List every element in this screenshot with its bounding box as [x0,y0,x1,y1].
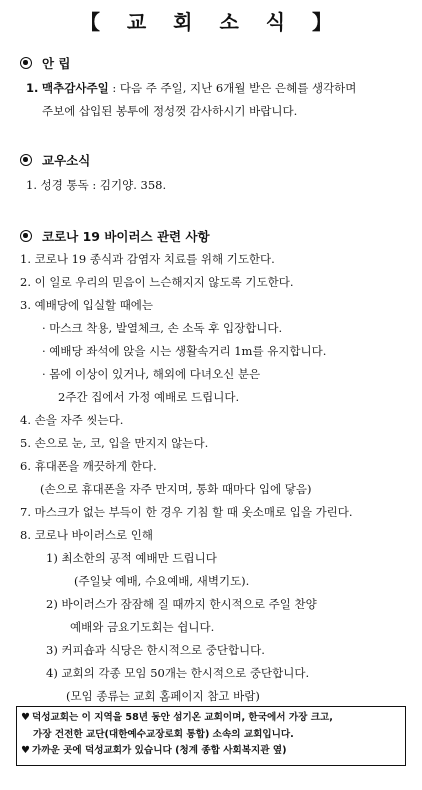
heart-icon: ♥ [21,745,30,756]
corona-line-4: 4. 손을 자주 씻는다. [20,413,124,427]
corona-line-5: 5. 손으로 눈, 코, 입을 만지지 않는다. [20,436,209,450]
members-heading [20,151,90,169]
corona-heading-text: 코로나 19 바이러스 관련 사항 [42,229,210,244]
members-item-1: 1. 성경 통독 : 김기양. 358. [26,178,167,192]
corona-line-8-2-cont: 예배와 금요기도회는 쉽니다. [70,620,215,634]
corona-line-8-1-note: (주일낮 예배, 수요예배, 새벽기도). [74,574,250,588]
corona-line-8-2: 2) 바이러스가 잠잠해 질 때까지 한시적으로 주일 찬양 [46,597,317,611]
circle-bullet-icon [20,154,32,166]
corona-line-7: 7. 마스크가 없는 부득이 한 경우 기침 할 때 옷소매로 입을 가린다. [20,505,353,519]
corona-line-1: 1. 코로나 19 종식과 감염자 치료를 위해 기도한다. [20,252,275,266]
footer-line-2: 가장 건전한 교단(대한예수교장로회 통합) 소속의 교회입니다. [33,728,294,740]
notice-item-1-text: : 다음 주 주일, 지난 6개월 받은 은혜를 생각하며 [108,81,357,95]
corona-line-3b: · 예배당 좌석에 앉을 시는 생활속거리 1m를 유지합니다. [42,344,327,358]
notice-item-1-title: 맥추감사주일 [42,81,109,95]
corona-line-2: 2. 이 일로 우리의 믿음이 느슨해지지 않도록 기도한다. [20,275,294,289]
members-heading-text: 교우소식 [42,153,91,168]
corona-line-3c-cont: 2주간 집에서 가정 예배로 드립니다. [58,390,240,404]
notice-item-1-num: 1. [26,81,39,95]
footer-box [16,706,406,766]
notice-heading [20,54,71,72]
circle-bullet-icon [20,230,32,242]
page-title: 【 교 회 소 식 】 [79,10,343,34]
footer-line-3-text: 가까운 곳에 덕성교회가 있습니다 (청계 종합 사회복지관 옆) [31,745,287,756]
corona-line-8-4: 4) 교회의 각종 모임 50개는 한시적으로 중단합니다. [46,666,310,680]
corona-line-3a: · 마스크 착용, 발열체크, 손 소독 후 입장합니다. [42,321,283,335]
notice-item-1-cont: 주보에 삽입된 봉투에 정성껏 감사하시기 바랍니다. [42,104,298,118]
corona-line-3c: · 몸에 이상이 있거나, 해외에 다녀오신 분은 [42,367,261,381]
notice-heading-text: 안 립 [42,56,71,71]
footer-line-1 [21,710,401,727]
footer-line-3 [21,743,401,760]
corona-line-6: 6. 휴대폰을 깨끗하게 한다. [20,459,157,473]
heart-icon: ♥ [21,712,30,723]
corona-line-6-note: (손으로 휴대폰을 자주 만지며, 통화 때마다 입에 닿음) [40,482,312,496]
corona-line-3: 3. 예배당에 입실할 때에는 [20,298,154,312]
corona-line-8-1: 1) 최소한의 공적 예배만 드립니다 [46,551,217,565]
corona-heading [20,227,210,245]
corona-line-8-4-note: (모임 종류는 교회 홈페이지 참고 바람) [66,689,260,703]
footer-line-1-text: 덕성교회는 이 지역을 58년 동안 섬기온 교회이며, 한국에서 가장 크고, [31,712,333,723]
corona-line-8: 8. 코로나 바이러스로 인해 [20,528,154,542]
corona-line-8-3: 3) 커피숍과 식당은 한시적으로 중단합니다. [46,643,265,657]
circle-bullet-icon [20,57,32,69]
notice-item-1 [26,80,356,96]
